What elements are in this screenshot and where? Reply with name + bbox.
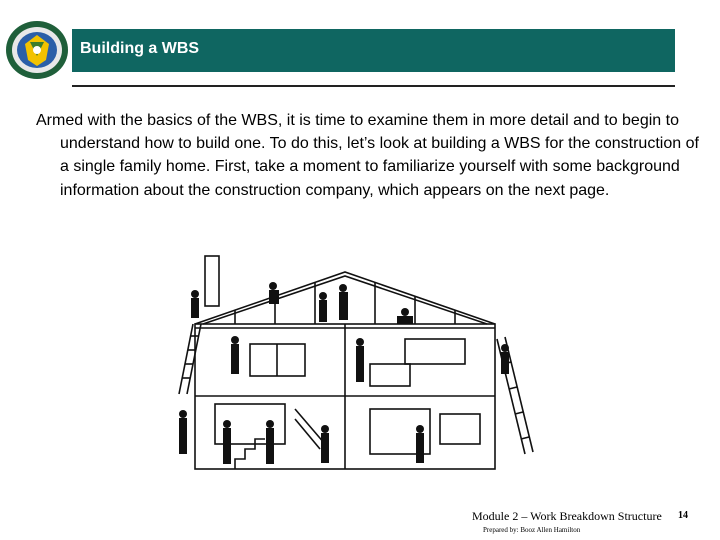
body-paragraph: Armed with the basics of the WBS, it is time to examine them in more detail and to begin to understand how to build one. To do this, let’s look at building a WBS for the construction of a single family home. First, take a moment to familiarize yourself with some background information about the construction company, which appears on the next page. [36,112,699,199]
page-title: Building a WBS [80,40,200,57]
house-construction-illustration [175,244,545,478]
footer-prepared-by: Prepared by: Booz Allen Hamilton [483,526,581,534]
page-number: 14 [678,510,688,521]
department-seal-icon [4,20,70,80]
title-bar [72,29,675,72]
title-divider [72,85,675,87]
footer-module-label: Module 2 – Work Breakdown Structure [472,509,662,523]
